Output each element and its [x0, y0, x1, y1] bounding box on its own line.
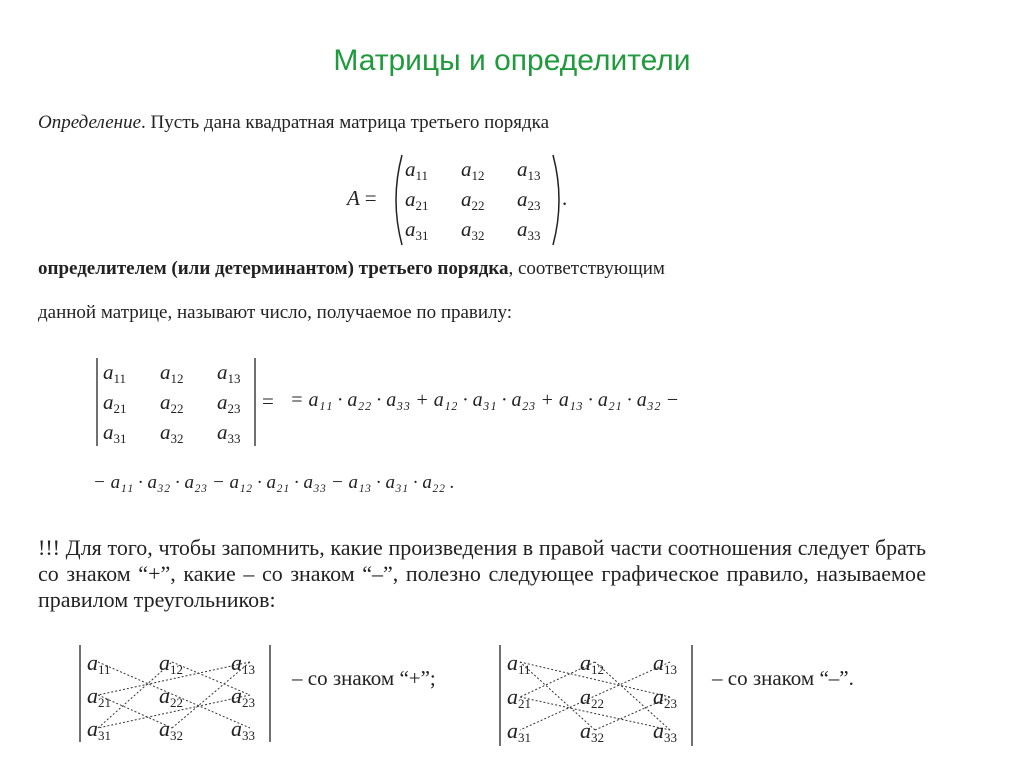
matrix-a-cell: $a_{11}$: [405, 157, 429, 183]
triangle-rule-note: !!! Для того, чтобы запомнить, какие произведения в правой части соотношения следует брать со знаком “+”, какие – со знаком “–”, полезно следующее графическое правило, называемое правилом треугольников:: [38, 535, 926, 612]
plus-triangle-matrix: [87, 650, 267, 746]
det-cell: $a_{11}$: [103, 360, 127, 386]
matrix-a-cell: $a_{21}$: [405, 187, 429, 213]
tri-cell: $a_{22}$: [159, 683, 183, 710]
determinant-term: определителем (или детерминантом) третьего порядка: [38, 258, 509, 279]
minus-sign-label: – со знаком “–”.: [712, 666, 854, 690]
matrix-a-cell: $a_{31}$: [405, 217, 429, 243]
tri-cell: $a_{12}$: [580, 650, 604, 677]
tri-cell: $a_{32}$: [159, 716, 183, 743]
tri-cell: $a_{23}$: [653, 684, 677, 711]
tri-cell: $a_{13}$: [231, 650, 255, 677]
det-cell: $a_{13}$: [217, 360, 241, 386]
tri-cell: $a_{21}$: [87, 683, 111, 710]
matrix-a-cell: $a_{23}$: [517, 187, 541, 213]
tri-cell: $a_{23}$: [231, 683, 255, 710]
determinant-rule-line: данной матрице, называют число, получаемое по правилу:: [38, 302, 513, 323]
tri-cell: $a_{22}$: [580, 684, 604, 711]
minus-triangle-matrix: [507, 650, 687, 746]
plus-sign-label: – со знаком “+”;: [292, 666, 436, 690]
det-cell: $a_{31}$: [103, 420, 127, 446]
definition-text: . Пусть дана квадратная матрица третьего порядка: [141, 112, 550, 133]
matrix-name: A =: [347, 186, 377, 210]
page-title: Матрицы и определители: [333, 44, 691, 77]
matrix-a-cell: $a_{33}$: [517, 217, 541, 243]
tri-cell: $a_{31}$: [507, 718, 531, 745]
matrix-a-cell: $a_{13}$: [517, 157, 541, 183]
formula-line-2: − a₁₁ · a₃₂ · a₂₃ − a₁₂ · a₂₁ · a₃₃ − a₁₃ · a₃₁ · a₂₂ .: [93, 472, 455, 493]
det-cell: $a_{23}$: [217, 390, 241, 416]
matrix-a-cell: $a_{12}$: [461, 157, 485, 183]
matrix-a-period: .: [562, 186, 568, 210]
det-cell: $a_{22}$: [160, 390, 184, 416]
tri-cell: $a_{32}$: [580, 718, 604, 745]
det-equals: =: [262, 389, 274, 413]
det-cell: $a_{33}$: [217, 420, 241, 446]
det-cell: $a_{21}$: [103, 390, 127, 416]
tri-cell: $a_{11}$: [507, 650, 531, 677]
matrix-a-cell: $a_{32}$: [461, 217, 485, 243]
definition-label: Определение: [38, 112, 142, 133]
tri-cell: $a_{21}$: [507, 684, 531, 711]
determinant-term-rest: , соответствующим: [508, 258, 665, 279]
det-cell: $a_{32}$: [160, 420, 184, 446]
formula-line-1: = a₁₁ · a₂₂ · a₃₃ + a₁₂ · a₃₁ · a₂₃ + a₁₃ · a₂₁ · a₃₂ −: [290, 389, 680, 411]
tri-cell: $a_{33}$: [231, 716, 255, 743]
det-cell: $a_{12}$: [160, 360, 184, 386]
tri-cell: $a_{13}$: [653, 650, 677, 677]
tri-cell: $a_{33}$: [653, 718, 677, 745]
tri-cell: $a_{11}$: [87, 650, 111, 677]
tri-cell: $a_{12}$: [159, 650, 183, 677]
tri-cell: $a_{31}$: [87, 716, 111, 743]
matrix-a-cell: $a_{22}$: [461, 187, 485, 213]
